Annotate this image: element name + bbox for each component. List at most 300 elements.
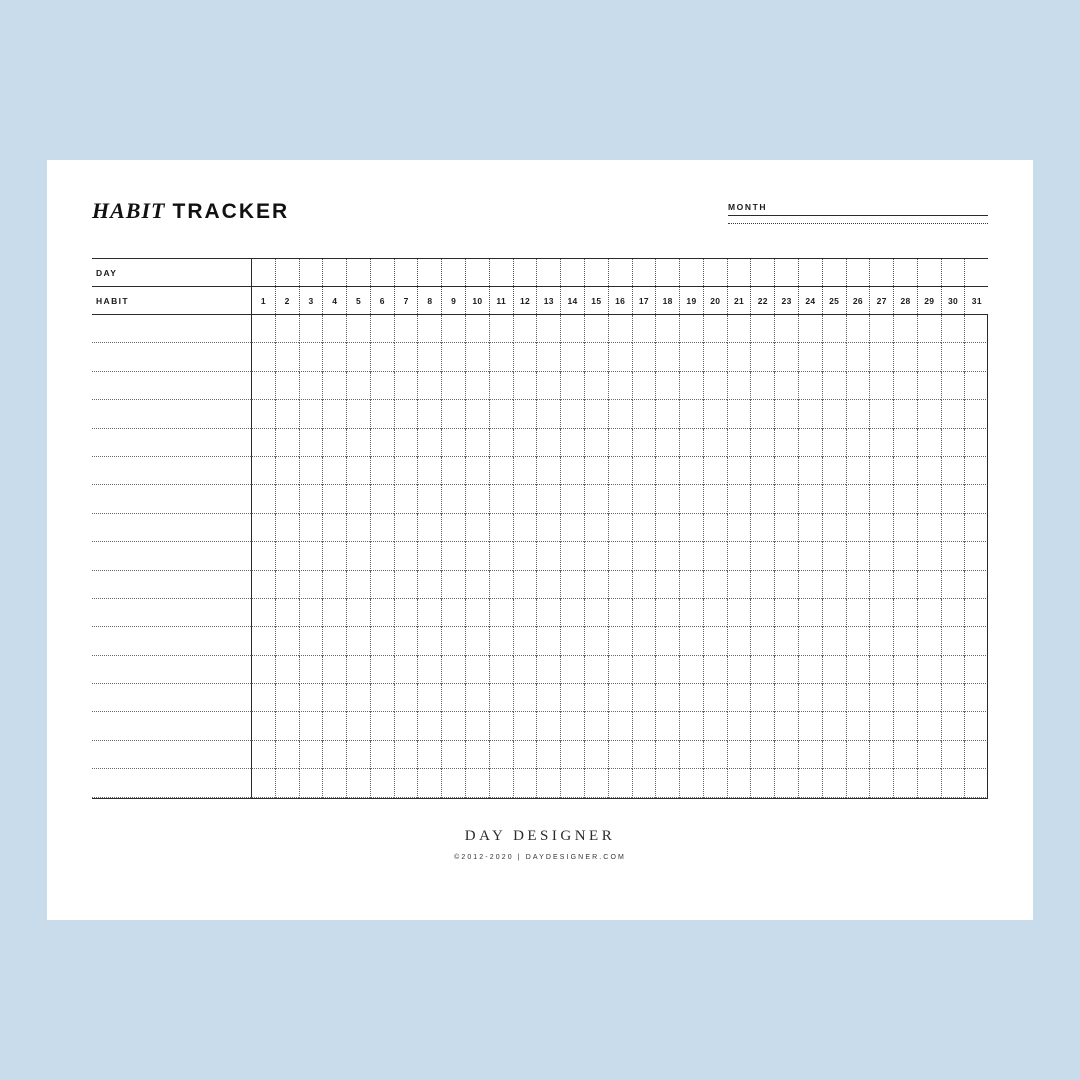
habit-check-cell[interactable] — [822, 599, 846, 627]
habit-check-cell[interactable] — [584, 457, 608, 485]
habit-check-cell[interactable] — [489, 485, 513, 513]
habit-check-cell[interactable] — [846, 372, 870, 400]
day-number-cell[interactable]: 22 — [750, 287, 774, 314]
habit-check-cell[interactable] — [441, 741, 465, 769]
habit-check-cell[interactable] — [370, 429, 394, 457]
habit-check-cell[interactable] — [417, 429, 441, 457]
habit-check-cell[interactable] — [417, 656, 441, 684]
habit-check-cell[interactable] — [513, 599, 537, 627]
month-input-line[interactable] — [728, 221, 988, 224]
habit-check-cell[interactable] — [513, 656, 537, 684]
habit-check-cell[interactable] — [750, 315, 774, 343]
habit-check-cell[interactable] — [370, 769, 394, 797]
habit-name-input[interactable] — [92, 599, 251, 627]
habit-check-cell[interactable] — [251, 343, 275, 371]
habit-check-cell[interactable] — [465, 457, 489, 485]
habit-check-cell[interactable] — [441, 712, 465, 740]
habit-check-cell[interactable] — [703, 457, 727, 485]
habit-check-cell[interactable] — [275, 400, 299, 428]
habit-check-cell[interactable] — [822, 400, 846, 428]
habit-check-cell[interactable] — [536, 599, 560, 627]
habit-check-cell[interactable] — [941, 457, 965, 485]
habit-check-cell[interactable] — [275, 571, 299, 599]
habit-check-cell[interactable] — [489, 429, 513, 457]
habit-check-cell[interactable] — [394, 542, 418, 570]
habit-check-cell[interactable] — [322, 769, 346, 797]
habit-check-cell[interactable] — [727, 769, 751, 797]
habit-check-cell[interactable] — [441, 542, 465, 570]
habit-check-cell[interactable] — [346, 372, 370, 400]
habit-check-cell[interactable] — [513, 343, 537, 371]
habit-check-cell[interactable] — [893, 343, 917, 371]
habit-check-cell[interactable] — [632, 542, 656, 570]
habit-check-cell[interactable] — [489, 769, 513, 797]
habit-check-cell[interactable] — [655, 514, 679, 542]
day-number-cell[interactable]: 25 — [822, 287, 846, 314]
habit-check-cell[interactable] — [394, 599, 418, 627]
habit-check-cell[interactable] — [370, 514, 394, 542]
habit-check-cell[interactable] — [299, 769, 323, 797]
habit-check-cell[interactable] — [941, 429, 965, 457]
habit-check-cell[interactable] — [727, 542, 751, 570]
habit-check-cell[interactable] — [703, 684, 727, 712]
habit-check-cell[interactable] — [322, 343, 346, 371]
habit-check-cell[interactable] — [703, 599, 727, 627]
habit-check-cell[interactable] — [513, 542, 537, 570]
habit-check-cell[interactable] — [964, 712, 988, 740]
habit-check-cell[interactable] — [632, 599, 656, 627]
habit-check-cell[interactable] — [608, 429, 632, 457]
habit-check-cell[interactable] — [322, 457, 346, 485]
day-number-cell[interactable]: 11 — [489, 287, 513, 314]
habit-check-cell[interactable] — [941, 315, 965, 343]
habit-check-cell[interactable] — [846, 400, 870, 428]
habit-check-cell[interactable] — [727, 372, 751, 400]
habit-check-cell[interactable] — [299, 712, 323, 740]
habit-check-cell[interactable] — [251, 741, 275, 769]
habit-check-cell[interactable] — [798, 429, 822, 457]
habit-check-cell[interactable] — [394, 457, 418, 485]
habit-check-cell[interactable] — [608, 599, 632, 627]
habit-check-cell[interactable] — [750, 514, 774, 542]
habit-check-cell[interactable] — [346, 457, 370, 485]
habit-check-cell[interactable] — [798, 457, 822, 485]
habit-check-cell[interactable] — [750, 485, 774, 513]
habit-check-cell[interactable] — [275, 712, 299, 740]
habit-check-cell[interactable] — [798, 485, 822, 513]
habit-check-cell[interactable] — [727, 571, 751, 599]
habit-check-cell[interactable] — [917, 514, 941, 542]
habit-check-cell[interactable] — [441, 627, 465, 655]
habit-check-cell[interactable] — [798, 343, 822, 371]
habit-check-cell[interactable] — [917, 769, 941, 797]
habit-check-cell[interactable] — [394, 372, 418, 400]
habit-check-cell[interactable] — [346, 741, 370, 769]
habit-check-cell[interactable] — [750, 712, 774, 740]
habit-check-cell[interactable] — [917, 599, 941, 627]
habit-name-input[interactable] — [92, 684, 251, 712]
day-number-cell[interactable]: 27 — [869, 287, 893, 314]
habit-check-cell[interactable] — [275, 457, 299, 485]
habit-check-cell[interactable] — [655, 542, 679, 570]
habit-check-cell[interactable] — [322, 712, 346, 740]
habit-check-cell[interactable] — [774, 627, 798, 655]
habit-check-cell[interactable] — [679, 599, 703, 627]
habit-check-cell[interactable] — [632, 656, 656, 684]
habit-check-cell[interactable] — [846, 571, 870, 599]
habit-check-cell[interactable] — [917, 457, 941, 485]
habit-check-cell[interactable] — [560, 429, 584, 457]
habit-check-cell[interactable] — [275, 627, 299, 655]
habit-check-cell[interactable] — [703, 571, 727, 599]
habit-check-cell[interactable] — [489, 627, 513, 655]
day-number-cell[interactable]: 30 — [941, 287, 965, 314]
habit-check-cell[interactable] — [251, 684, 275, 712]
habit-check-cell[interactable] — [655, 343, 679, 371]
habit-check-cell[interactable] — [798, 684, 822, 712]
habit-check-cell[interactable] — [727, 343, 751, 371]
habit-check-cell[interactable] — [513, 514, 537, 542]
habit-check-cell[interactable] — [750, 542, 774, 570]
habit-check-cell[interactable] — [727, 457, 751, 485]
habit-check-cell[interactable] — [417, 741, 441, 769]
habit-check-cell[interactable] — [417, 457, 441, 485]
habit-name-input[interactable] — [92, 372, 251, 400]
habit-check-cell[interactable] — [608, 741, 632, 769]
habit-check-cell[interactable] — [465, 542, 489, 570]
habit-check-cell[interactable] — [441, 514, 465, 542]
habit-name-input[interactable] — [92, 343, 251, 371]
habit-check-cell[interactable] — [584, 400, 608, 428]
habit-check-cell[interactable] — [513, 372, 537, 400]
habit-check-cell[interactable] — [750, 769, 774, 797]
habit-check-cell[interactable] — [869, 372, 893, 400]
habit-check-cell[interactable] — [869, 571, 893, 599]
habit-check-cell[interactable] — [846, 485, 870, 513]
habit-check-cell[interactable] — [964, 571, 988, 599]
habit-check-cell[interactable] — [703, 712, 727, 740]
habit-check-cell[interactable] — [679, 400, 703, 428]
habit-check-cell[interactable] — [869, 656, 893, 684]
habit-check-cell[interactable] — [417, 514, 441, 542]
habit-check-cell[interactable] — [917, 400, 941, 428]
habit-check-cell[interactable] — [251, 599, 275, 627]
habit-check-cell[interactable] — [489, 457, 513, 485]
habit-check-cell[interactable] — [584, 542, 608, 570]
habit-check-cell[interactable] — [560, 769, 584, 797]
habit-check-cell[interactable] — [632, 571, 656, 599]
habit-check-cell[interactable] — [251, 627, 275, 655]
habit-check-cell[interactable] — [299, 656, 323, 684]
habit-check-cell[interactable] — [774, 542, 798, 570]
day-number-cell[interactable]: 9 — [441, 287, 465, 314]
habit-check-cell[interactable] — [774, 514, 798, 542]
habit-check-cell[interactable] — [632, 712, 656, 740]
habit-check-cell[interactable] — [822, 741, 846, 769]
habit-check-cell[interactable] — [822, 485, 846, 513]
habit-check-cell[interactable] — [798, 656, 822, 684]
habit-check-cell[interactable] — [941, 656, 965, 684]
habit-check-cell[interactable] — [251, 769, 275, 797]
habit-check-cell[interactable] — [394, 712, 418, 740]
habit-check-cell[interactable] — [893, 656, 917, 684]
habit-check-cell[interactable] — [560, 514, 584, 542]
habit-check-cell[interactable] — [703, 627, 727, 655]
habit-check-cell[interactable] — [727, 627, 751, 655]
habit-check-cell[interactable] — [441, 429, 465, 457]
habit-check-cell[interactable] — [750, 627, 774, 655]
day-number-cell[interactable]: 5 — [346, 287, 370, 314]
habit-check-cell[interactable] — [703, 514, 727, 542]
habit-check-cell[interactable] — [798, 599, 822, 627]
habit-check-cell[interactable] — [608, 769, 632, 797]
habit-check-cell[interactable] — [465, 599, 489, 627]
habit-check-cell[interactable] — [822, 627, 846, 655]
habit-check-cell[interactable] — [394, 656, 418, 684]
habit-check-cell[interactable] — [941, 400, 965, 428]
habit-check-cell[interactable] — [394, 627, 418, 655]
habit-check-cell[interactable] — [489, 343, 513, 371]
habit-check-cell[interactable] — [869, 684, 893, 712]
habit-check-cell[interactable] — [750, 372, 774, 400]
habit-check-cell[interactable] — [869, 741, 893, 769]
day-number-cell[interactable]: 31 — [964, 287, 988, 314]
habit-check-cell[interactable] — [632, 769, 656, 797]
habit-check-cell[interactable] — [917, 627, 941, 655]
day-number-cell[interactable]: 21 — [727, 287, 751, 314]
day-number-cell[interactable]: 13 — [536, 287, 560, 314]
habit-check-cell[interactable] — [774, 769, 798, 797]
habit-check-cell[interactable] — [299, 485, 323, 513]
habit-check-cell[interactable] — [513, 315, 537, 343]
habit-check-cell[interactable] — [584, 769, 608, 797]
habit-check-cell[interactable] — [869, 769, 893, 797]
habit-check-cell[interactable] — [251, 315, 275, 343]
habit-check-cell[interactable] — [822, 514, 846, 542]
habit-check-cell[interactable] — [893, 315, 917, 343]
habit-check-cell[interactable] — [251, 372, 275, 400]
habit-check-cell[interactable] — [798, 741, 822, 769]
habit-check-cell[interactable] — [941, 514, 965, 542]
habit-check-cell[interactable] — [964, 684, 988, 712]
day-number-cell[interactable]: 1 — [251, 287, 275, 314]
habit-check-cell[interactable] — [964, 599, 988, 627]
habit-check-cell[interactable] — [513, 571, 537, 599]
habit-check-cell[interactable] — [560, 627, 584, 655]
habit-check-cell[interactable] — [441, 485, 465, 513]
habit-check-cell[interactable] — [917, 712, 941, 740]
habit-check-cell[interactable] — [441, 372, 465, 400]
habit-name-input[interactable] — [92, 514, 251, 542]
habit-check-cell[interactable] — [727, 429, 751, 457]
day-number-cell[interactable]: 29 — [917, 287, 941, 314]
day-number-cell[interactable]: 20 — [703, 287, 727, 314]
habit-check-cell[interactable] — [964, 769, 988, 797]
habit-check-cell[interactable] — [964, 400, 988, 428]
habit-check-cell[interactable] — [560, 400, 584, 428]
habit-name-input[interactable] — [92, 542, 251, 570]
habit-check-cell[interactable] — [584, 712, 608, 740]
habit-check-cell[interactable] — [941, 684, 965, 712]
habit-check-cell[interactable] — [251, 542, 275, 570]
habit-check-cell[interactable] — [608, 571, 632, 599]
habit-check-cell[interactable] — [346, 684, 370, 712]
habit-name-input[interactable] — [92, 457, 251, 485]
habit-check-cell[interactable] — [917, 343, 941, 371]
habit-check-cell[interactable] — [655, 712, 679, 740]
habit-check-cell[interactable] — [513, 712, 537, 740]
habit-check-cell[interactable] — [941, 599, 965, 627]
habit-check-cell[interactable] — [536, 343, 560, 371]
habit-check-cell[interactable] — [441, 684, 465, 712]
habit-check-cell[interactable] — [822, 457, 846, 485]
habit-check-cell[interactable] — [941, 741, 965, 769]
habit-check-cell[interactable] — [513, 457, 537, 485]
habit-check-cell[interactable] — [846, 741, 870, 769]
habit-check-cell[interactable] — [917, 684, 941, 712]
habit-check-cell[interactable] — [893, 372, 917, 400]
habit-check-cell[interactable] — [251, 429, 275, 457]
habit-check-cell[interactable] — [299, 571, 323, 599]
habit-check-cell[interactable] — [465, 372, 489, 400]
day-number-cell[interactable]: 26 — [846, 287, 870, 314]
day-number-cell[interactable]: 8 — [417, 287, 441, 314]
habit-check-cell[interactable] — [655, 656, 679, 684]
habit-check-cell[interactable] — [893, 571, 917, 599]
habit-check-cell[interactable] — [869, 542, 893, 570]
habit-check-cell[interactable] — [750, 599, 774, 627]
habit-check-cell[interactable] — [964, 343, 988, 371]
habit-check-cell[interactable] — [941, 769, 965, 797]
habit-check-cell[interactable] — [846, 769, 870, 797]
habit-check-cell[interactable] — [465, 485, 489, 513]
habit-check-cell[interactable] — [608, 457, 632, 485]
habit-check-cell[interactable] — [560, 343, 584, 371]
habit-check-cell[interactable] — [584, 599, 608, 627]
habit-check-cell[interactable] — [893, 684, 917, 712]
habit-check-cell[interactable] — [679, 656, 703, 684]
habit-check-cell[interactable] — [798, 712, 822, 740]
habit-check-cell[interactable] — [679, 514, 703, 542]
day-number-cell[interactable]: 10 — [465, 287, 489, 314]
habit-check-cell[interactable] — [370, 627, 394, 655]
habit-check-cell[interactable] — [417, 315, 441, 343]
habit-check-cell[interactable] — [964, 485, 988, 513]
habit-check-cell[interactable] — [394, 315, 418, 343]
habit-check-cell[interactable] — [536, 769, 560, 797]
habit-check-cell[interactable] — [394, 485, 418, 513]
habit-check-cell[interactable] — [703, 315, 727, 343]
habit-check-cell[interactable] — [893, 712, 917, 740]
habit-check-cell[interactable] — [275, 343, 299, 371]
habit-check-cell[interactable] — [584, 315, 608, 343]
habit-check-cell[interactable] — [394, 343, 418, 371]
habit-check-cell[interactable] — [846, 712, 870, 740]
habit-check-cell[interactable] — [560, 372, 584, 400]
habit-check-cell[interactable] — [703, 769, 727, 797]
habit-check-cell[interactable] — [608, 315, 632, 343]
habit-check-cell[interactable] — [536, 684, 560, 712]
habit-check-cell[interactable] — [846, 656, 870, 684]
habit-check-cell[interactable] — [536, 627, 560, 655]
habit-check-cell[interactable] — [750, 684, 774, 712]
habit-check-cell[interactable] — [893, 627, 917, 655]
habit-check-cell[interactable] — [513, 627, 537, 655]
habit-check-cell[interactable] — [798, 400, 822, 428]
habit-check-cell[interactable] — [489, 315, 513, 343]
habit-check-cell[interactable] — [513, 400, 537, 428]
habit-check-cell[interactable] — [536, 457, 560, 485]
habit-check-cell[interactable] — [679, 571, 703, 599]
habit-check-cell[interactable] — [774, 656, 798, 684]
habit-check-cell[interactable] — [774, 485, 798, 513]
habit-check-cell[interactable] — [917, 656, 941, 684]
habit-check-cell[interactable] — [893, 400, 917, 428]
habit-check-cell[interactable] — [275, 485, 299, 513]
habit-check-cell[interactable] — [964, 514, 988, 542]
habit-check-cell[interactable] — [679, 741, 703, 769]
habit-check-cell[interactable] — [513, 429, 537, 457]
habit-check-cell[interactable] — [370, 457, 394, 485]
habit-check-cell[interactable] — [679, 769, 703, 797]
habit-check-cell[interactable] — [893, 741, 917, 769]
habit-check-cell[interactable] — [346, 429, 370, 457]
habit-check-cell[interactable] — [727, 656, 751, 684]
habit-check-cell[interactable] — [322, 514, 346, 542]
habit-check-cell[interactable] — [322, 656, 346, 684]
month-field-group[interactable] — [728, 202, 988, 224]
habit-check-cell[interactable] — [632, 400, 656, 428]
habit-check-cell[interactable] — [869, 343, 893, 371]
habit-check-cell[interactable] — [299, 400, 323, 428]
habit-check-cell[interactable] — [822, 315, 846, 343]
habit-check-cell[interactable] — [489, 542, 513, 570]
habit-check-cell[interactable] — [774, 684, 798, 712]
day-number-cell[interactable]: 17 — [632, 287, 656, 314]
habit-check-cell[interactable] — [750, 741, 774, 769]
habit-check-cell[interactable] — [346, 656, 370, 684]
habit-check-cell[interactable] — [822, 571, 846, 599]
habit-check-cell[interactable] — [964, 741, 988, 769]
habit-check-cell[interactable] — [346, 343, 370, 371]
habit-check-cell[interactable] — [846, 684, 870, 712]
habit-check-cell[interactable] — [774, 315, 798, 343]
habit-check-cell[interactable] — [679, 684, 703, 712]
habit-check-cell[interactable] — [584, 485, 608, 513]
habit-check-cell[interactable] — [679, 712, 703, 740]
habit-name-input[interactable] — [92, 315, 251, 343]
habit-check-cell[interactable] — [370, 684, 394, 712]
habit-check-cell[interactable] — [251, 485, 275, 513]
habit-check-cell[interactable] — [465, 741, 489, 769]
habit-check-cell[interactable] — [869, 627, 893, 655]
habit-check-cell[interactable] — [489, 599, 513, 627]
day-number-cell[interactable]: 6 — [370, 287, 394, 314]
habit-check-cell[interactable] — [893, 457, 917, 485]
habit-check-cell[interactable] — [251, 571, 275, 599]
habit-check-cell[interactable] — [846, 429, 870, 457]
habit-check-cell[interactable] — [917, 485, 941, 513]
habit-check-cell[interactable] — [322, 400, 346, 428]
habit-check-cell[interactable] — [774, 599, 798, 627]
habit-check-cell[interactable] — [441, 315, 465, 343]
habit-check-cell[interactable] — [964, 429, 988, 457]
habit-check-cell[interactable] — [489, 400, 513, 428]
habit-check-cell[interactable] — [370, 741, 394, 769]
habit-check-cell[interactable] — [655, 627, 679, 655]
habit-check-cell[interactable] — [774, 741, 798, 769]
habit-check-cell[interactable] — [774, 429, 798, 457]
